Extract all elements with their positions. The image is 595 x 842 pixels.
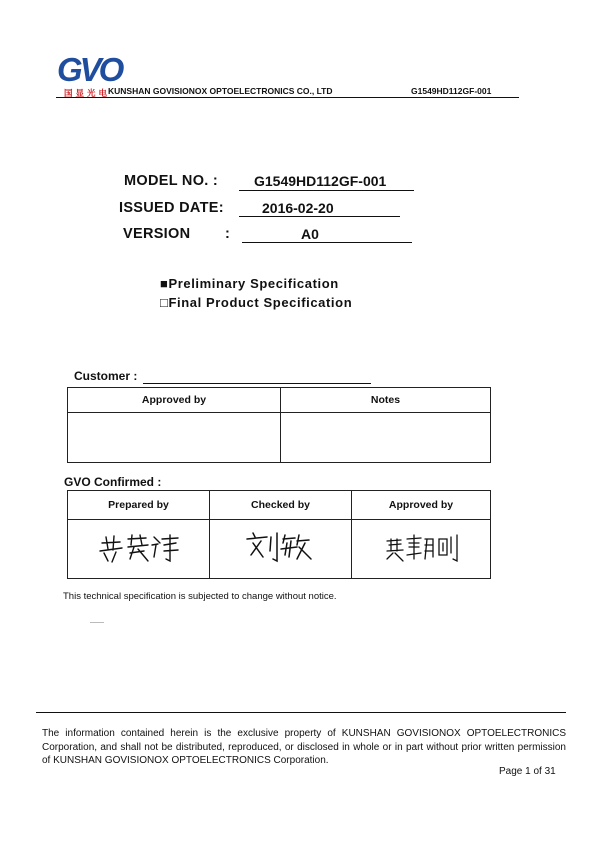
version-underline [242,242,412,243]
preliminary-spec-checkbox: ■Preliminary Specification [160,276,339,291]
customer-approved-by-header: Approved by [68,388,281,413]
approved-by-signature-cell [352,520,491,579]
gvo-logo-icon [56,52,126,88]
version-value: A0 [301,226,319,242]
document-code: G1549HD112GF-001 [411,86,492,96]
customer-notes-header: Notes [281,388,491,413]
stray-mark [90,622,104,623]
header-divider [56,97,519,98]
final-spec-checkbox: □Final Product Specification [160,295,353,310]
company-name-cn: 国显光电 [64,89,111,99]
checked-by-signature-cell [210,520,352,579]
signature-icon [94,529,184,569]
signature-icon [241,527,321,571]
prepared-by-signature-cell [68,520,210,579]
company-name-en: KUNSHAN GOVISIONOX OPTOELECTRONICS CO., LTD [108,86,333,96]
logo-text: GVO [57,52,122,88]
customer-notes-cell [281,413,491,463]
issued-date-underline [239,216,400,217]
signature-icon [381,529,461,569]
approved-by-header: Approved by [352,491,491,520]
customer-underline [143,383,371,384]
issued-date-label: ISSUED DATE: [119,200,224,216]
customer-approval-table [67,387,491,463]
checked-by-header: Checked by [210,491,352,520]
confidentiality-statement: The information contained herein is the exclusive property of KUNSHAN GOVISIONOX OPTOELECTRONICS Corporation, and shall not be distributed, reproduced, or disclosed in whole or in part without prior written permission of KUNSHAN GOVISIONOX OPTOELECTRONICS Corporation. [42,728,566,766]
prepared-by-header: Prepared by [68,491,210,520]
page-number: Page 1 of 31 [499,766,556,777]
footer-divider [36,712,566,713]
version-colon: : [225,226,231,242]
gvo-confirmed-label: GVO Confirmed : [64,475,162,489]
customer-approved-by-cell [68,413,281,463]
issued-date-value: 2016-02-20 [262,200,334,216]
gvo-approval-table [67,490,491,579]
customer-label: Customer : [74,369,138,383]
version-label: VERSION [123,226,191,242]
model-number-underline [239,190,414,191]
model-number-value: G1549HD112GF-001 [254,173,387,189]
change-notice: This technical specification is subjected to change without notice. [63,591,337,602]
model-number-label: MODEL NO. : [124,173,219,189]
